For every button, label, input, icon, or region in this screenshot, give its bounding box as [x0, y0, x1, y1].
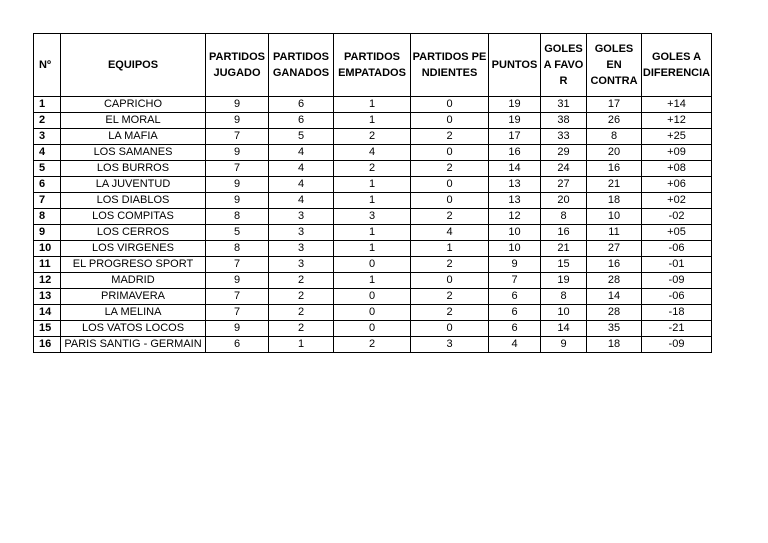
- row-num: 15: [34, 321, 61, 337]
- table-row: [34, 305, 712, 321]
- row-goals-for: 29: [541, 145, 587, 161]
- row-goals-against: 26: [587, 113, 642, 129]
- table-row: [34, 193, 712, 209]
- row-goals-against: 21: [587, 177, 642, 193]
- row-num: 6: [34, 177, 61, 193]
- row-won: 3: [269, 209, 334, 225]
- row-pending: 0: [411, 97, 489, 113]
- row-points: 13: [489, 193, 541, 209]
- table-row: [34, 257, 712, 273]
- row-goals-against: 10: [587, 209, 642, 225]
- standings-body: [34, 97, 712, 353]
- row-team: LOS CERROS: [61, 225, 206, 241]
- row-points: 7: [489, 273, 541, 289]
- row-team: LOS COMPITAS: [61, 209, 206, 225]
- row-team: EL MORAL: [61, 113, 206, 129]
- row-goals-for: 10: [541, 305, 587, 321]
- row-team: LOS VIRGENES: [61, 241, 206, 257]
- row-drawn: 1: [334, 193, 411, 209]
- row-won: 2: [269, 305, 334, 321]
- row-pending: 0: [411, 145, 489, 161]
- row-goals-for: 27: [541, 177, 587, 193]
- row-drawn: 2: [334, 337, 411, 353]
- row-num: 8: [34, 209, 61, 225]
- standings-table: [33, 33, 712, 353]
- row-pending: 2: [411, 129, 489, 145]
- row-points: 9: [489, 257, 541, 273]
- row-points: 19: [489, 97, 541, 113]
- table-row: [34, 177, 712, 193]
- row-goals-against: 18: [587, 193, 642, 209]
- row-won: 3: [269, 257, 334, 273]
- row-points: 17: [489, 129, 541, 145]
- row-points: 6: [489, 289, 541, 305]
- row-pending: 0: [411, 113, 489, 129]
- row-team: LA MELINA: [61, 305, 206, 321]
- row-drawn: 3: [334, 209, 411, 225]
- row-points: 16: [489, 145, 541, 161]
- table-row: [34, 273, 712, 289]
- row-num: 5: [34, 161, 61, 177]
- row-goals-for: 14: [541, 321, 587, 337]
- row-goal-diff: +05: [642, 225, 712, 241]
- row-points: 12: [489, 209, 541, 225]
- header-goal-diff: GOLES A DIFERENCIA: [642, 34, 712, 97]
- row-played: 9: [206, 321, 269, 337]
- row-goals-against: 14: [587, 289, 642, 305]
- row-won: 3: [269, 241, 334, 257]
- row-points: 14: [489, 161, 541, 177]
- row-team: LOS DIABLOS: [61, 193, 206, 209]
- row-num: 3: [34, 129, 61, 145]
- row-goal-diff: -02: [642, 209, 712, 225]
- row-drawn: 1: [334, 273, 411, 289]
- row-goals-against: 28: [587, 305, 642, 321]
- row-drawn: 1: [334, 225, 411, 241]
- row-won: 5: [269, 129, 334, 145]
- header-team: EQUIPOS: [61, 34, 206, 97]
- table-row: [34, 145, 712, 161]
- row-goal-diff: -06: [642, 289, 712, 305]
- header-row: [34, 34, 712, 97]
- row-played: 9: [206, 145, 269, 161]
- row-team: PARIS SANTIG - GERMAIN: [61, 337, 206, 353]
- row-num: 7: [34, 193, 61, 209]
- row-played: 9: [206, 193, 269, 209]
- row-team: LA JUVENTUD: [61, 177, 206, 193]
- row-played: 7: [206, 289, 269, 305]
- row-played: 9: [206, 113, 269, 129]
- row-points: 4: [489, 337, 541, 353]
- header-num: Nº: [34, 34, 61, 97]
- row-goals-against: 28: [587, 273, 642, 289]
- row-won: 2: [269, 289, 334, 305]
- row-drawn: 1: [334, 97, 411, 113]
- row-goals-against: 8: [587, 129, 642, 145]
- row-num: 4: [34, 145, 61, 161]
- row-team: LOS SAMANES: [61, 145, 206, 161]
- row-goal-diff: -01: [642, 257, 712, 273]
- row-goals-for: 19: [541, 273, 587, 289]
- row-pending: 0: [411, 193, 489, 209]
- table-row: [34, 209, 712, 225]
- row-goals-for: 21: [541, 241, 587, 257]
- row-drawn: 0: [334, 321, 411, 337]
- header-drawn: PARTIDOS EMPATADOS: [334, 34, 411, 97]
- row-played: 9: [206, 177, 269, 193]
- row-team: LOS VATOS LOCOS: [61, 321, 206, 337]
- table-row: [34, 321, 712, 337]
- row-goals-for: 8: [541, 289, 587, 305]
- row-goals-for: 16: [541, 225, 587, 241]
- row-won: 6: [269, 113, 334, 129]
- row-pending: 2: [411, 257, 489, 273]
- row-goals-for: 9: [541, 337, 587, 353]
- row-points: 6: [489, 305, 541, 321]
- table-row: [34, 113, 712, 129]
- row-goal-diff: +09: [642, 145, 712, 161]
- row-goal-diff: +12: [642, 113, 712, 129]
- header-played: PARTIDOS JUGADO: [206, 34, 269, 97]
- row-num: 1: [34, 97, 61, 113]
- row-won: 4: [269, 193, 334, 209]
- row-drawn: 0: [334, 257, 411, 273]
- row-points: 6: [489, 321, 541, 337]
- row-goals-against: 18: [587, 337, 642, 353]
- row-goal-diff: -09: [642, 337, 712, 353]
- row-pending: 2: [411, 209, 489, 225]
- row-drawn: 2: [334, 161, 411, 177]
- row-won: 3: [269, 225, 334, 241]
- row-num: 12: [34, 273, 61, 289]
- header-goals-against: GOLES EN CONTRA: [587, 34, 642, 97]
- row-goals-for: 15: [541, 257, 587, 273]
- row-goal-diff: -18: [642, 305, 712, 321]
- row-played: 9: [206, 97, 269, 113]
- row-played: 7: [206, 257, 269, 273]
- row-drawn: 0: [334, 305, 411, 321]
- row-num: 11: [34, 257, 61, 273]
- row-team: CAPRICHO: [61, 97, 206, 113]
- row-won: 4: [269, 145, 334, 161]
- row-goals-against: 16: [587, 257, 642, 273]
- row-pending: 0: [411, 177, 489, 193]
- row-goal-diff: +06: [642, 177, 712, 193]
- row-goals-for: 38: [541, 113, 587, 129]
- row-won: 1: [269, 337, 334, 353]
- row-played: 8: [206, 209, 269, 225]
- row-pending: 0: [411, 273, 489, 289]
- row-drawn: 1: [334, 113, 411, 129]
- row-won: 6: [269, 97, 334, 113]
- row-goals-for: 33: [541, 129, 587, 145]
- table-row: [34, 337, 712, 353]
- row-goals-against: 27: [587, 241, 642, 257]
- row-played: 9: [206, 273, 269, 289]
- row-goals-for: 8: [541, 209, 587, 225]
- row-pending: 2: [411, 305, 489, 321]
- row-played: 8: [206, 241, 269, 257]
- row-played: 7: [206, 305, 269, 321]
- row-points: 10: [489, 225, 541, 241]
- row-goal-diff: -09: [642, 273, 712, 289]
- row-team: MADRID: [61, 273, 206, 289]
- row-played: 7: [206, 161, 269, 177]
- row-goals-for: 31: [541, 97, 587, 113]
- row-team: PRIMAVERA: [61, 289, 206, 305]
- table-row: [34, 289, 712, 305]
- table-row: [34, 225, 712, 241]
- row-num: 9: [34, 225, 61, 241]
- row-goal-diff: -21: [642, 321, 712, 337]
- header-points: PUNTOS: [489, 34, 541, 97]
- row-pending: 4: [411, 225, 489, 241]
- row-goals-for: 24: [541, 161, 587, 177]
- row-goals-for: 20: [541, 193, 587, 209]
- row-pending: 0: [411, 321, 489, 337]
- row-goals-against: 35: [587, 321, 642, 337]
- table-row: [34, 161, 712, 177]
- row-drawn: 2: [334, 129, 411, 145]
- row-goal-diff: +25: [642, 129, 712, 145]
- row-team: LOS BURROS: [61, 161, 206, 177]
- row-goal-diff: +14: [642, 97, 712, 113]
- header-goals-for: GOLES A FAVOR: [541, 34, 587, 97]
- row-num: 2: [34, 113, 61, 129]
- table-row: [34, 241, 712, 257]
- row-pending: 1: [411, 241, 489, 257]
- header-won: PARTIDOS GANADOS: [269, 34, 334, 97]
- row-won: 4: [269, 161, 334, 177]
- row-goals-against: 11: [587, 225, 642, 241]
- row-drawn: 4: [334, 145, 411, 161]
- table-row: [34, 97, 712, 113]
- row-drawn: 1: [334, 177, 411, 193]
- row-drawn: 1: [334, 241, 411, 257]
- row-goals-against: 17: [587, 97, 642, 113]
- row-team: EL PROGRESO SPORT: [61, 257, 206, 273]
- row-played: 5: [206, 225, 269, 241]
- row-num: 16: [34, 337, 61, 353]
- row-pending: 2: [411, 161, 489, 177]
- row-team: LA MAFIA: [61, 129, 206, 145]
- row-points: 19: [489, 113, 541, 129]
- row-goals-against: 16: [587, 161, 642, 177]
- row-played: 6: [206, 337, 269, 353]
- row-played: 7: [206, 129, 269, 145]
- row-goals-against: 20: [587, 145, 642, 161]
- row-won: 2: [269, 273, 334, 289]
- row-drawn: 0: [334, 289, 411, 305]
- row-num: 13: [34, 289, 61, 305]
- row-won: 4: [269, 177, 334, 193]
- header-pending: PARTIDOS PENDIENTES: [411, 34, 489, 97]
- row-pending: 2: [411, 289, 489, 305]
- table-row: [34, 129, 712, 145]
- row-points: 10: [489, 241, 541, 257]
- row-num: 10: [34, 241, 61, 257]
- row-goal-diff: +08: [642, 161, 712, 177]
- row-num: 14: [34, 305, 61, 321]
- row-goal-diff: +02: [642, 193, 712, 209]
- row-pending: 3: [411, 337, 489, 353]
- row-won: 2: [269, 321, 334, 337]
- row-points: 13: [489, 177, 541, 193]
- row-goal-diff: -06: [642, 241, 712, 257]
